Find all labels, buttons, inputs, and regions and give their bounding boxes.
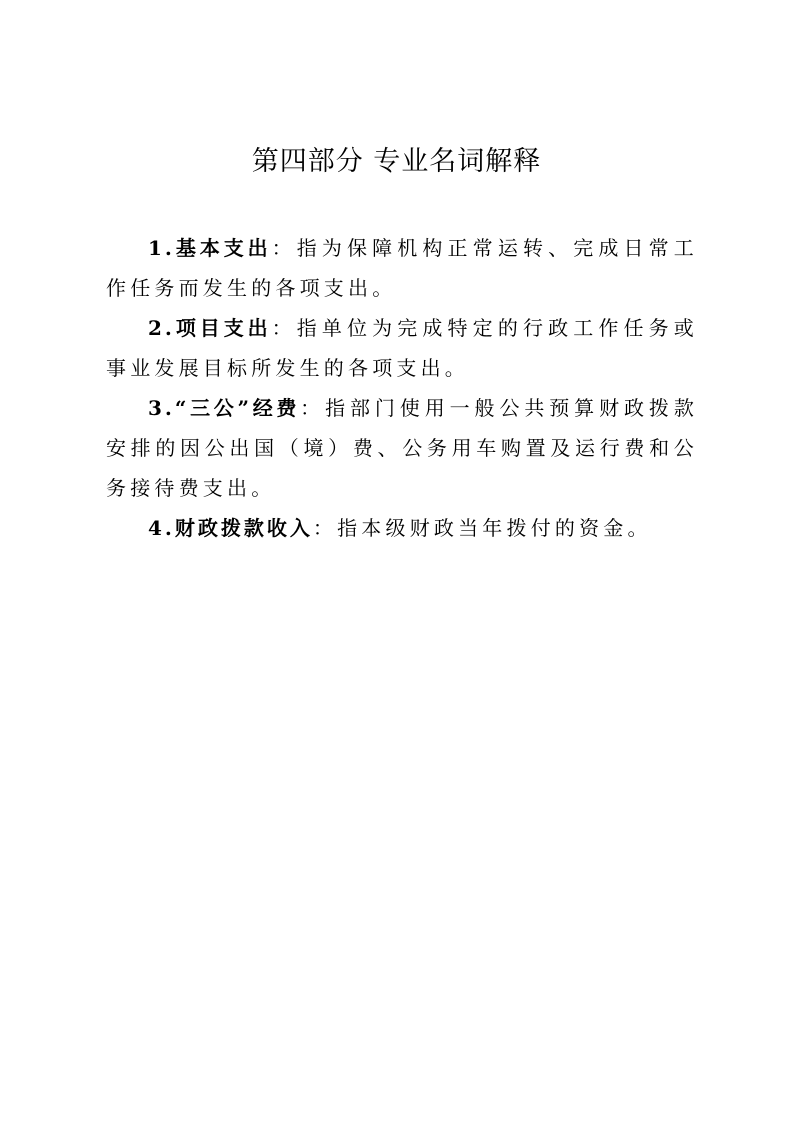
term-definition: 指为保障机构正常运转、完成日常工作任务而发生的各项支出。	[106, 236, 698, 300]
term-name: 2.项目支出	[148, 316, 272, 340]
term-definition: 指本级财政当年拨付的资金。	[337, 516, 652, 540]
term-colon: ：	[271, 316, 297, 340]
term-name: 4.财政拨款收入	[148, 516, 313, 540]
term-definition: 指单位为完成特定的行政工作任务或事业发展目标所发生的各项支出。	[106, 316, 698, 380]
term-colon: ：	[300, 396, 326, 420]
term-fiscal-appropriation-revenue	[106, 508, 698, 548]
term-colon: ：	[271, 236, 297, 260]
term-name: 1.基本支出	[148, 236, 272, 260]
term-list	[106, 228, 698, 548]
term-name: 3.“三公”经费	[148, 396, 301, 420]
term-definition: 指部门使用一般公共预算财政拨款安排的因公出国（境）费、公务用车购置及运行费和公务接待费支出。	[106, 396, 699, 500]
term-basic-expenditure	[106, 228, 698, 308]
term-project-expenditure	[106, 308, 698, 388]
term-three-public-expenses	[106, 388, 698, 508]
page-title: 第四部分 专业名词解释	[251, 146, 542, 177]
term-colon: ：	[312, 516, 338, 540]
